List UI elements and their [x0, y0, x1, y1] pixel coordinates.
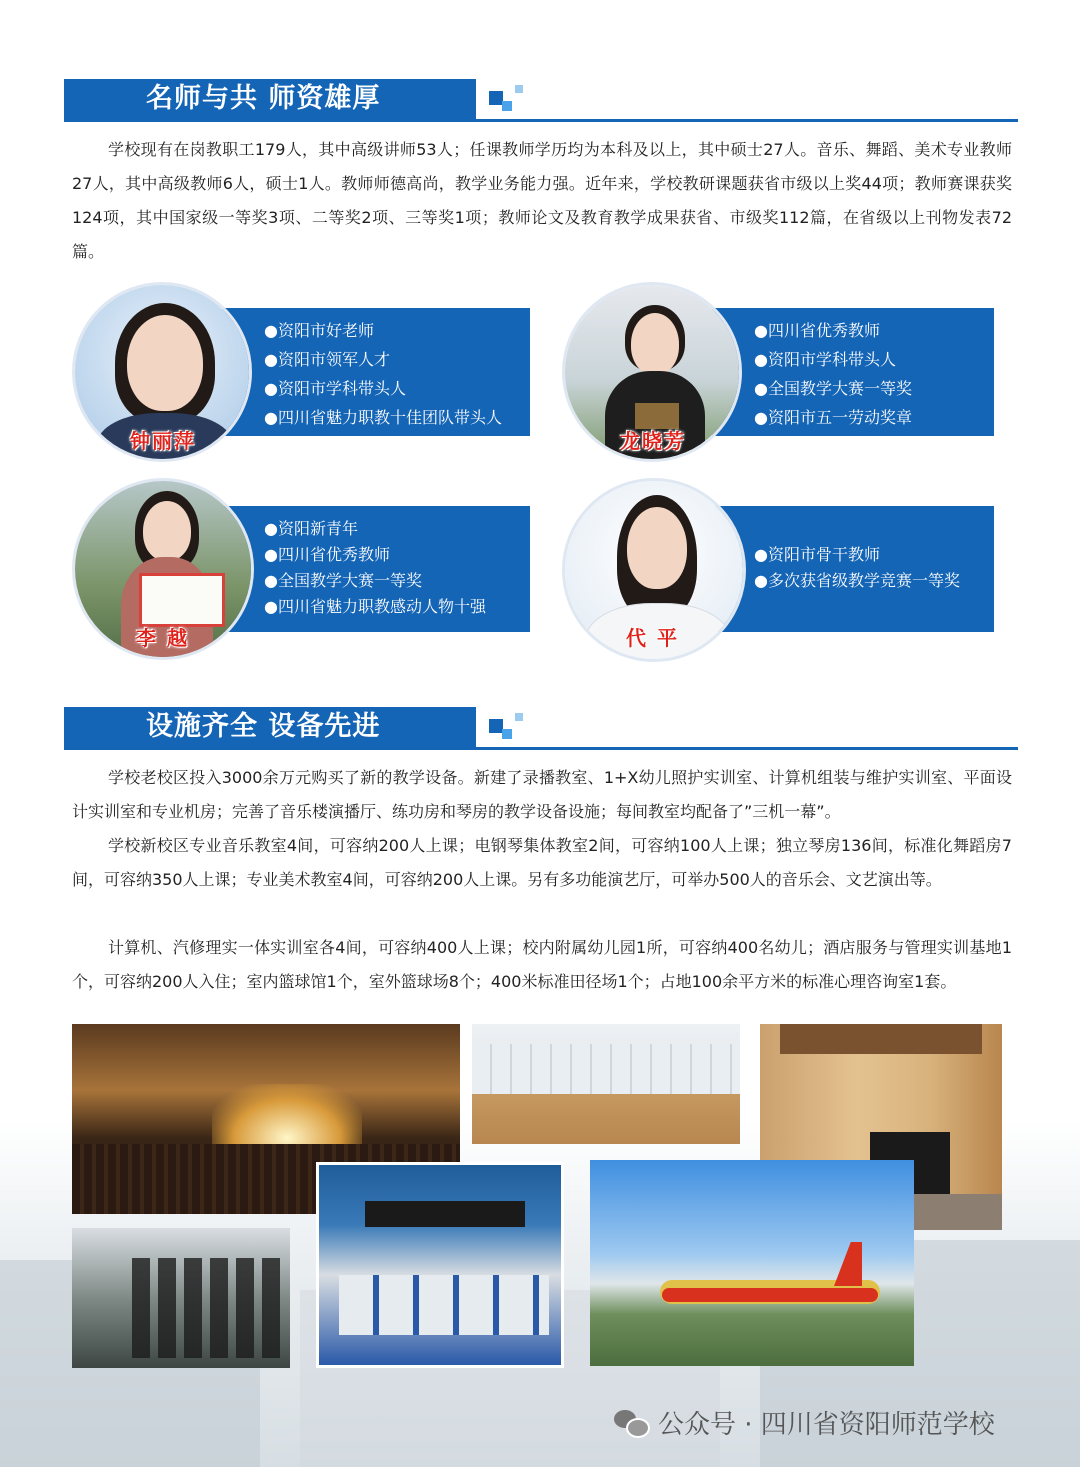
honor-item: ●四川省魅力职教十佳团队带头人 [264, 408, 502, 427]
classroom-photo [316, 1162, 564, 1368]
section-header-teachers [64, 79, 1018, 123]
honor-item: ●资阳市骨干教师 [754, 545, 880, 564]
footer-text: 公众号 · 四川省资阳师范学校 [658, 1409, 995, 1440]
airplane-training-photo [590, 1160, 914, 1366]
section-title: 设施齐全 设备先进 [146, 711, 381, 742]
footer-account [614, 1402, 995, 1442]
teacher-card [72, 282, 532, 466]
honor-item: ●资阳市学科带头人 [754, 350, 896, 369]
honor-item: ●资阳市五一劳动奖章 [754, 408, 912, 427]
teacher-card [562, 478, 996, 662]
honor-item: ●四川省优秀教师 [754, 321, 880, 340]
section-header-facilities [64, 707, 1018, 751]
honor-list [264, 316, 502, 432]
honor-item: ●四川省魅力职教感动人物十强 [264, 597, 486, 616]
computer-lab-photo [72, 1228, 290, 1368]
teachers-paragraph: 学校现有在岗教职工179人，其中高级讲师53人；任课教师学历均为本科及以上，其中硕士27人。音乐、舞蹈、美术专业教师27人，其中高级教师6人，硕士1人。教师师德高尚，教学业务能力强。近年来，学校教研课题获省市级以上奖44项；教师赛课获奖124项，其中国家级一等奖3项、二等奖2项、三等奖1项；教师论文及教育教学成果获省、市级奖112篇，在省级以上刊物发表72篇。 [72, 140, 1012, 261]
honor-item: ●多次获省级教学竞赛一等奖 [754, 571, 960, 590]
teacher-name: 龙晓芳 [620, 429, 686, 453]
honor-item: ●全国教学大赛一等奖 [754, 379, 912, 398]
teacher-card [562, 282, 996, 466]
dance-room-photo [472, 1024, 740, 1144]
honor-item: ●资阳新青年 [264, 519, 358, 538]
teacher-name: 李 越 [136, 626, 189, 650]
honor-list [264, 516, 486, 620]
section-title: 名师与共 师资雄厚 [146, 83, 381, 114]
honor-item: ●资阳市领军人才 [264, 350, 390, 369]
facilities-paragraph-3: 计算机、汽修理实一体实训室各4间，可容纳400人上课；校内附属幼儿园1所，可容纳400名幼儿；酒店服务与管理实训基地1个，可容纳200人入住；室内篮球馆1个，室外篮球场8个；400米标准田径场1个；占地100余平方米的标准心理咨询室1套。 [72, 938, 1012, 991]
facilities-paragraph-1: 学校老校区投入3000余万元购买了新的教学设备。新建了录播教室、1+X幼儿照护实训室、计算机组装与维护实训室、平面设计实训室和专业机房；完善了音乐楼演播厅、练功房和琴房的教学设备设施；每间教室均配备了”三机一幕”。 [72, 768, 1012, 821]
honor-list [754, 316, 912, 432]
honor-item: ●全国教学大赛一等奖 [264, 571, 422, 590]
honor-item: ●资阳市好老师 [264, 321, 374, 340]
teacher-name: 代 平 [626, 626, 679, 650]
teacher-name: 钟丽萍 [130, 429, 196, 453]
teacher-card [72, 478, 532, 662]
honor-item: ●资阳市学科带头人 [264, 379, 406, 398]
wechat-icon [614, 1408, 648, 1436]
facilities-paragraph-2: 学校新校区专业音乐教室4间，可容纳200人上课；电钢琴集体教室2间，可容纳100人上课；独立琴房136间，标准化舞蹈房7间，可容纳350人上课；专业美术教室4间，可容纳200人上课。另有多功能演艺厅，可举办500人的音乐会、文艺演出等。 [72, 836, 1012, 889]
honor-item: ●四川省优秀教师 [264, 545, 390, 564]
honor-list [754, 542, 960, 594]
